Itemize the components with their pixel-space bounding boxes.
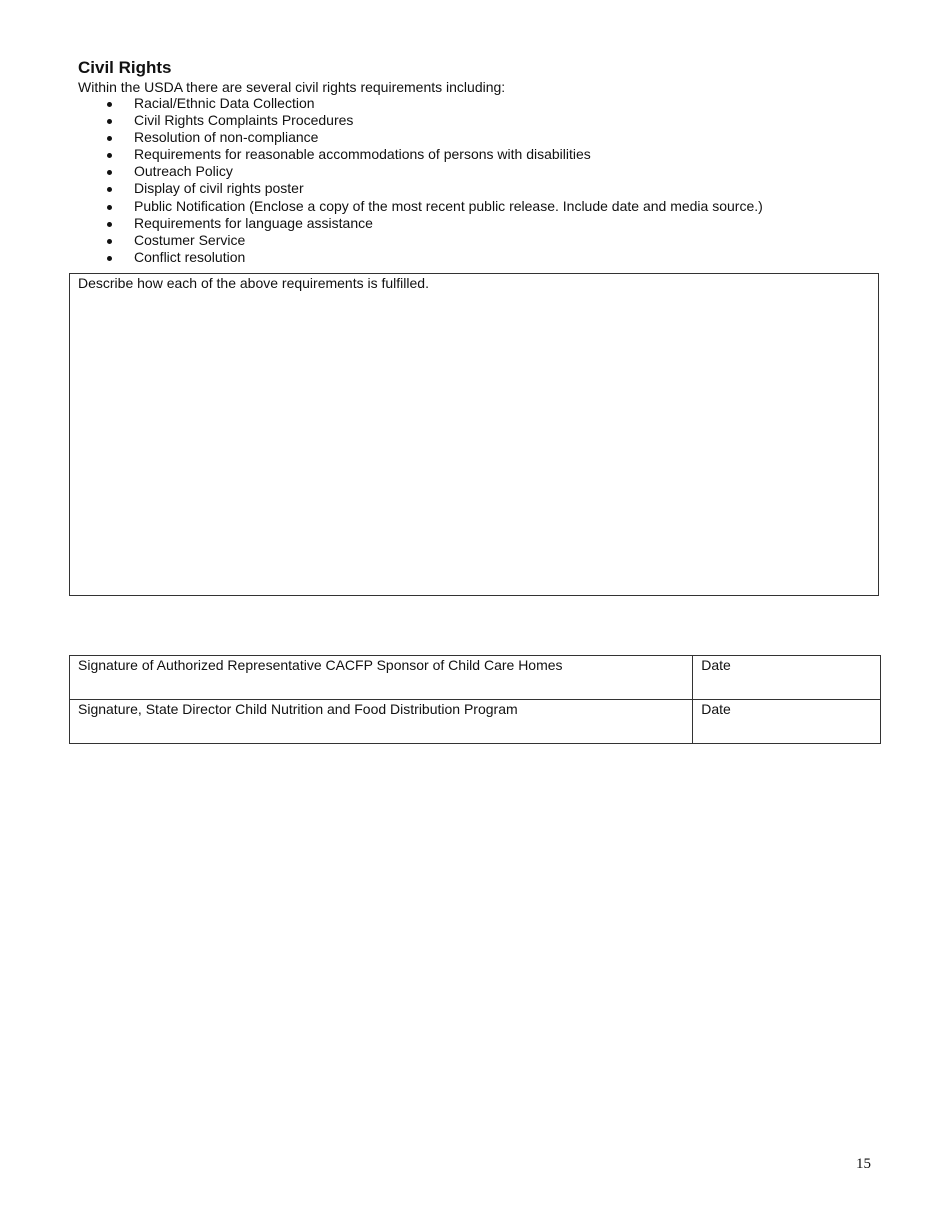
list-item [78,95,763,112]
bullet-icon [107,170,112,175]
sponsor-signature-label: Signature of Authorized Representative CACFP Sponsor of Child Care Homes [78,657,563,673]
table-row [70,700,881,744]
requirement-text: Outreach Policy [134,163,233,180]
description-prompt: Describe how each of the above requirements is fulfilled. [78,275,429,291]
section-intro: Within the USDA there are several civil rights requirements including: [78,79,506,95]
list-item [78,112,763,129]
director-date-field[interactable] [693,700,881,744]
signature-table [69,655,881,744]
list-item [78,249,763,266]
bullet-icon [107,136,112,141]
requirement-text: Public Notification (Enclose a copy of the most recent public release. Include date and media source.) [134,197,763,214]
bullet-icon [107,187,112,192]
requirement-text: Civil Rights Complaints Procedures [134,112,354,129]
director-date-label: Date [701,701,731,717]
description-response-box[interactable] [69,273,879,596]
section-title: Civil Rights [78,58,172,77]
table-row [70,656,881,700]
bullet-icon [107,119,112,124]
sponsor-date-label: Date [701,657,731,673]
requirement-text: Resolution of non-compliance [134,129,319,146]
bullet-icon [107,102,112,107]
list-item [78,198,763,215]
requirement-text: Conflict resolution [134,248,246,265]
bullet-icon [107,239,112,244]
requirements-list [78,95,763,266]
bullet-icon [107,205,112,210]
director-signature-field[interactable] [70,700,693,744]
list-item [78,180,763,197]
requirement-text: Racial/Ethnic Data Collection [134,95,315,111]
list-item [78,215,763,232]
requirement-text: Display of civil rights poster [134,180,304,197]
page-number: 15 [856,1156,871,1172]
list-item [78,232,763,249]
bullet-icon [107,153,112,158]
requirement-text: Requirements for reasonable accommodations of persons with disabilities [134,146,591,163]
list-item [78,129,763,146]
bullet-icon [107,256,112,261]
director-signature-label: Signature, State Director Child Nutrition and Food Distribution Program [78,701,518,717]
requirement-text: Requirements for language assistance [134,214,373,231]
list-item [78,163,763,180]
bullet-icon [107,222,112,227]
requirement-text: Costumer Service [134,231,246,248]
sponsor-signature-field[interactable] [70,656,693,700]
sponsor-date-field[interactable] [693,656,881,700]
list-item [78,146,763,163]
